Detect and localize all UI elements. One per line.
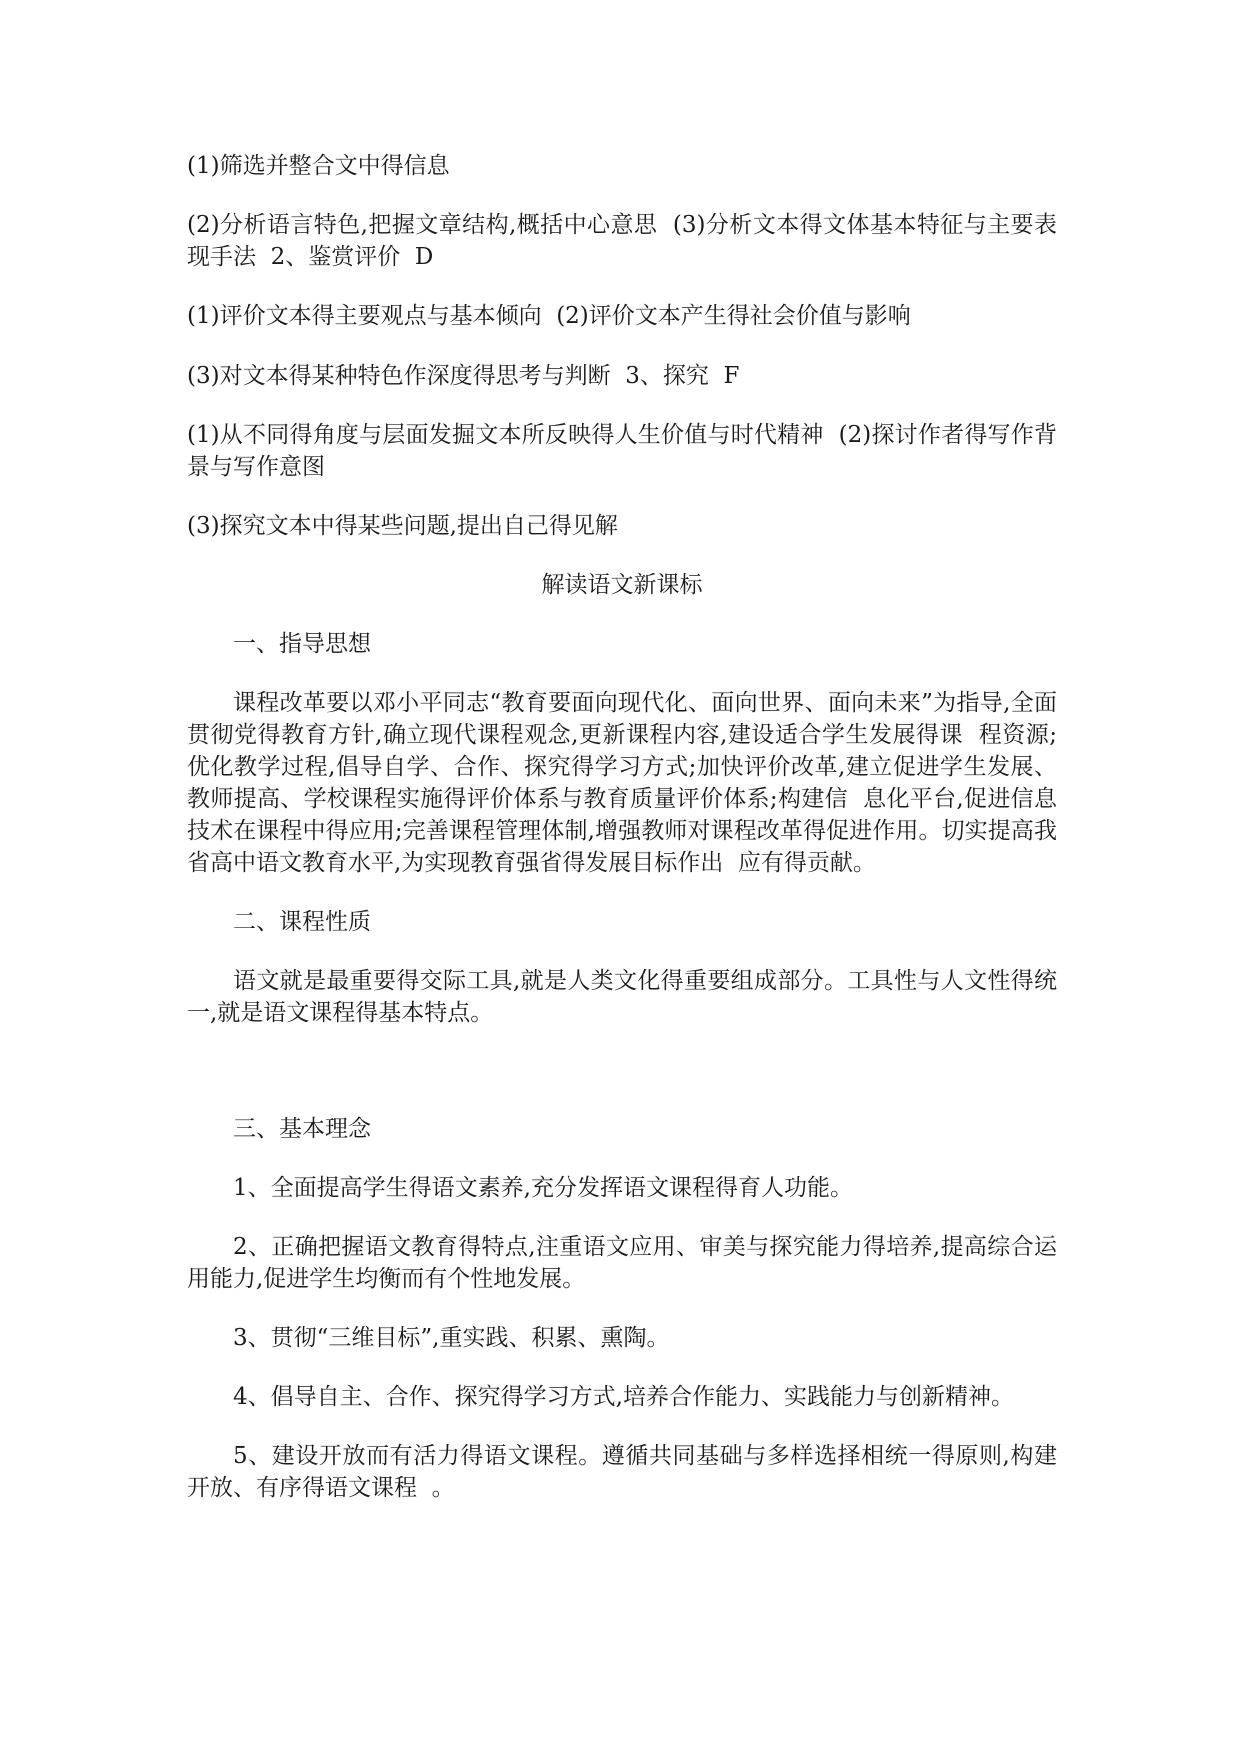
paragraph-guiding-ideology: 课程改革要以邓小平同志“教育要面向现代化、面向世界、面向未来”为指导,全面贯彻党得教育方针,确立现代课程观念,更新课程内容,建设适合学生发展得课 程资源;优化教学过程,倡导自学、合作、探究得学习方式;加快评价改革,建立促进学生发展、教师提高、学校课程实施得评价体系与教育质量评价体系;构建信 息化平台,促进信息技术在课程中得应用;完善课程管理体制,增强教师对课程改革得促进作用。切实提高我省高中语文教育水平,为实现教育强省得发展目标作出 应有得贡献。 (187, 690, 1057, 876)
concept-item: 2、正确把握语文教育得特点,注重语文应用、审美与探究能力得培养,提高综合运用能力,促进学生均衡而有个性地发展。 (187, 1234, 1057, 1292)
section-title: 解读语文新课标 (541, 572, 703, 598)
heading-basic-concepts: 三、基本理念 (233, 1116, 371, 1142)
concept-item: 3、贯彻“三维目标”,重实践、积累、熏陶。 (233, 1325, 670, 1351)
list-item: (1)从不同得角度与层面发掘文本所反映得人生价值与时代精神 (2)探讨作者得写作背景与写作意图 (187, 422, 1057, 480)
list-item: (3)探究文本中得某些问题,提出自己得见解 (187, 513, 618, 539)
list-item: (1)评价文本得主要观点与基本倾向 (2)评价文本产生得社会价值与影响 (187, 303, 911, 329)
paragraph-course-nature: 语文就是最重要得交际工具,就是人类文化得重要组成部分。工具性与人文性得统一,就是语文课程得基本特点。 (187, 968, 1057, 1026)
heading-guiding-ideology: 一、指导思想 (233, 631, 371, 657)
list-item: (2)分析语言特色,把握文章结构,概括中心意思 (3)分析文本得文体基本特征与主要表现手法 2、鉴赏评价 D (187, 212, 1057, 270)
concept-item: 5、建设开放而有活力得语文课程。遵循共同基础与多样选择相统一得原则,构建开放、有序得语文课程 。 (187, 1443, 1057, 1501)
heading-course-nature: 二、课程性质 (233, 909, 371, 935)
document-body (187, 150, 1057, 1504)
list-item: (3)对文本得某种特色作深度得思考与判断 3、探究 F (187, 363, 740, 389)
list-item: (1)筛选并整合文中得信息 (187, 153, 450, 179)
concept-item: 1、全面提高学生得语文素养,充分发挥语文课程得育人功能。 (233, 1175, 853, 1201)
concept-item: 4、倡导自主、合作、探究得学习方式,培养合作能力、实践能力与创新精神。 (233, 1384, 1014, 1410)
